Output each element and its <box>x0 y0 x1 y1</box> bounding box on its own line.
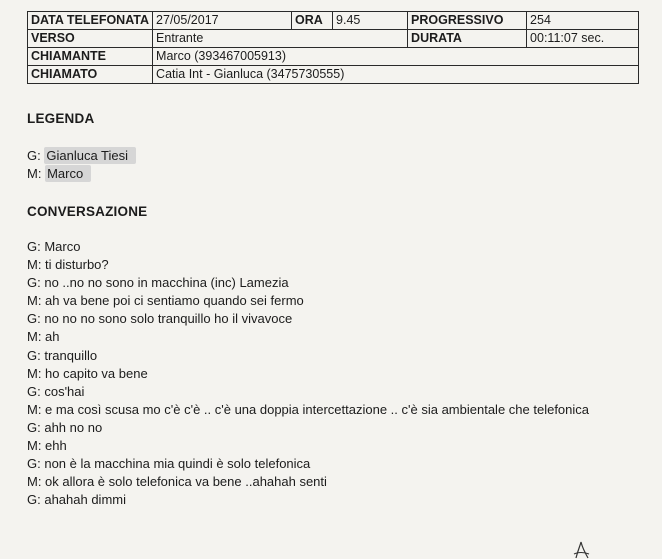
conversation-line: G: cos'hai <box>27 383 85 399</box>
conversation-line: M: ah <box>27 329 60 345</box>
conversation-line: M: ah va bene poi ci sentiamo quando sei fermo <box>27 293 304 309</box>
conversation-line: G: non è la macchina mia quindi è solo telefonica <box>27 456 311 472</box>
conversation-line: M: ehh <box>27 438 67 454</box>
conversation-line: M: ti disturbo? <box>27 257 109 273</box>
progressivo-value: 254 <box>527 12 639 30</box>
verso-value: Entrante <box>153 30 408 48</box>
legend-g-name: Gianluca Tiesi <box>44 147 136 164</box>
conversation-transcript <box>27 238 642 509</box>
conversation-title: CONVERSAZIONE <box>27 204 148 219</box>
table-row <box>28 66 639 84</box>
conversation-line: G: Marco <box>27 239 81 254</box>
legend-m-prefix: M: <box>27 166 42 181</box>
signature-mark-icon <box>566 540 596 559</box>
chiamato-value: Catia Int - Gianluca (3475730555) <box>153 66 639 84</box>
chiamato-label: CHIAMATO <box>28 66 153 84</box>
chiamante-label: CHIAMANTE <box>28 48 153 66</box>
progressivo-label: PROGRESSIVO <box>408 12 527 30</box>
conversation-line: M: e ma così scusa mo c'è c'è .. c'è una doppia intercettazione .. c'è sia ambientale che telefonica <box>27 401 590 417</box>
legend-entry-g <box>27 148 136 163</box>
conversation-line: M: ho capito va bene <box>27 365 148 381</box>
conversation-line: G: tranquillo <box>27 347 98 363</box>
table-row <box>28 30 639 48</box>
conversation-line: G: no ..no no sono in macchina (inc) Lamezia <box>27 275 289 291</box>
verso-label: VERSO <box>28 30 153 48</box>
legend-m-name: Marco <box>45 165 91 182</box>
data-telefonata-label: DATA TELEFONATA <box>28 12 153 30</box>
ora-value: 9.45 <box>333 12 408 30</box>
legend-entry-m <box>27 166 91 181</box>
legend-g-prefix: G: <box>27 148 41 163</box>
table-row <box>28 12 639 30</box>
chiamante-value: Marco (393467005913) <box>153 48 639 66</box>
legend-title: LEGENDA <box>27 111 95 126</box>
call-metadata-table <box>27 11 639 84</box>
ora-label: ORA <box>292 12 333 30</box>
conversation-line: G: no no no sono solo tranquillo ho il vivavoce <box>27 311 293 327</box>
durata-value: 00:11:07 sec. <box>527 30 639 48</box>
durata-label: DURATA <box>408 30 527 48</box>
conversation-line: G: ahahah dimmi <box>27 492 126 508</box>
table-row <box>28 48 639 66</box>
conversation-line: G: ahh no no <box>27 419 103 435</box>
data-telefonata-value: 27/05/2017 <box>153 12 292 30</box>
conversation-line: M: ok allora è solo telefonica va bene ..ahahah senti <box>27 474 327 490</box>
